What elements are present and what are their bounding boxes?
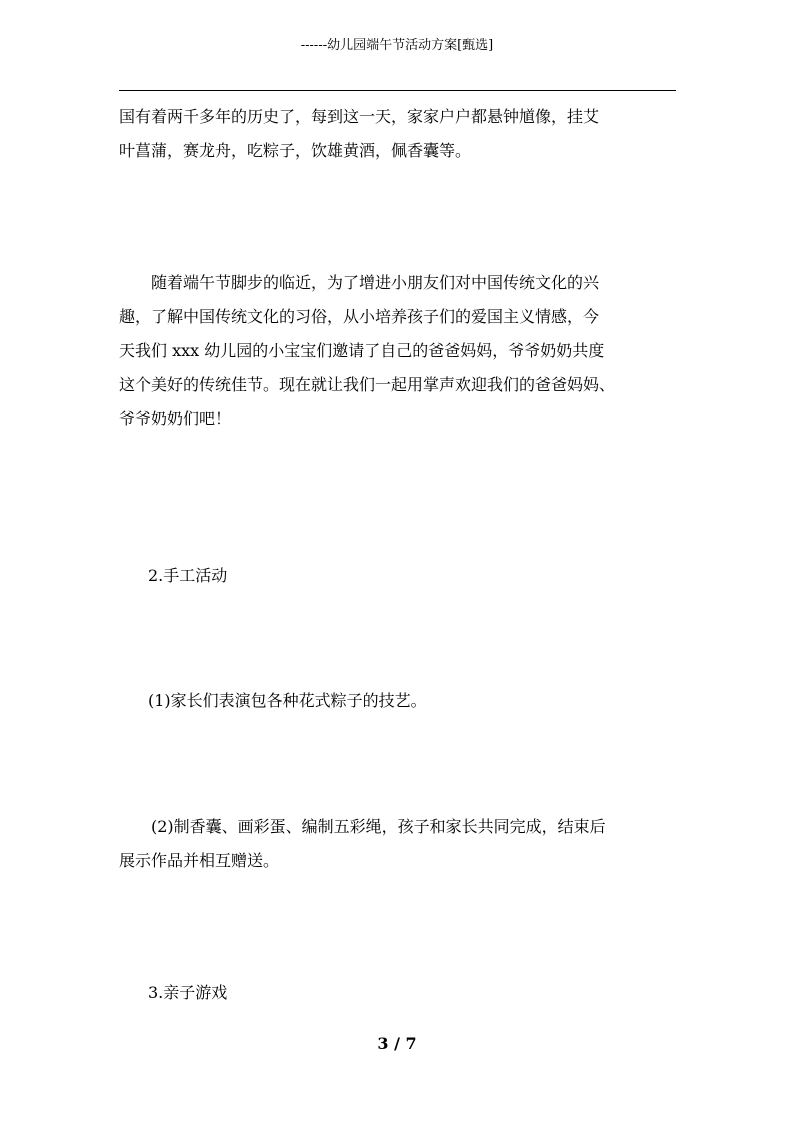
paragraph-line: 趣，了解中国传统文化的习俗，从小培养孩子们的爱国主义情感，今 (119, 307, 600, 326)
list-item-zongzi: (1)家长们表演包各种花式粽子的技艺。 (148, 691, 427, 710)
paragraph-line: 随着端午节脚步的临近，为了增进小朋友们对中国传统文化的兴 (119, 273, 600, 292)
header-divider (119, 90, 676, 91)
paragraph-line: 这个美好的传统佳节。现在就让我们一起用掌声欢迎我们的爸爸妈妈、 (119, 375, 616, 394)
paragraph-line: 爷爷奶奶们吧！ (119, 409, 232, 428)
paragraph-line: (2)制香囊、画彩蛋、编制五彩绳，孩子和家长共同完成，结束后 (119, 817, 606, 836)
list-item-crafts (119, 810, 679, 878)
paragraph-line: 天我们 xxx 幼儿园的小宝宝们邀请了自己的爸爸妈妈，爷爷奶奶共度 (119, 341, 605, 360)
paragraph-line: 国有着两千多年的历史了，每到这一天，家家户户都悬钟馗像，挂艾 (119, 107, 600, 126)
section-heading-games: 3.亲子游戏 (148, 983, 228, 1002)
page-header-title: ------幼儿园端午节活动方案[甄选] (300, 38, 494, 53)
paragraph-history (119, 100, 679, 168)
paragraph-line: 叶菖蒲，赛龙舟，吃粽子，饮雄黄酒，佩香囊等。 (119, 141, 472, 160)
section-heading-handicraft: 2.手工活动 (148, 566, 228, 585)
paragraph-introduction (119, 266, 679, 436)
paragraph-line: 展示作品并相互赠送。 (119, 851, 280, 870)
page-number: 3 / 7 (377, 1034, 417, 1053)
